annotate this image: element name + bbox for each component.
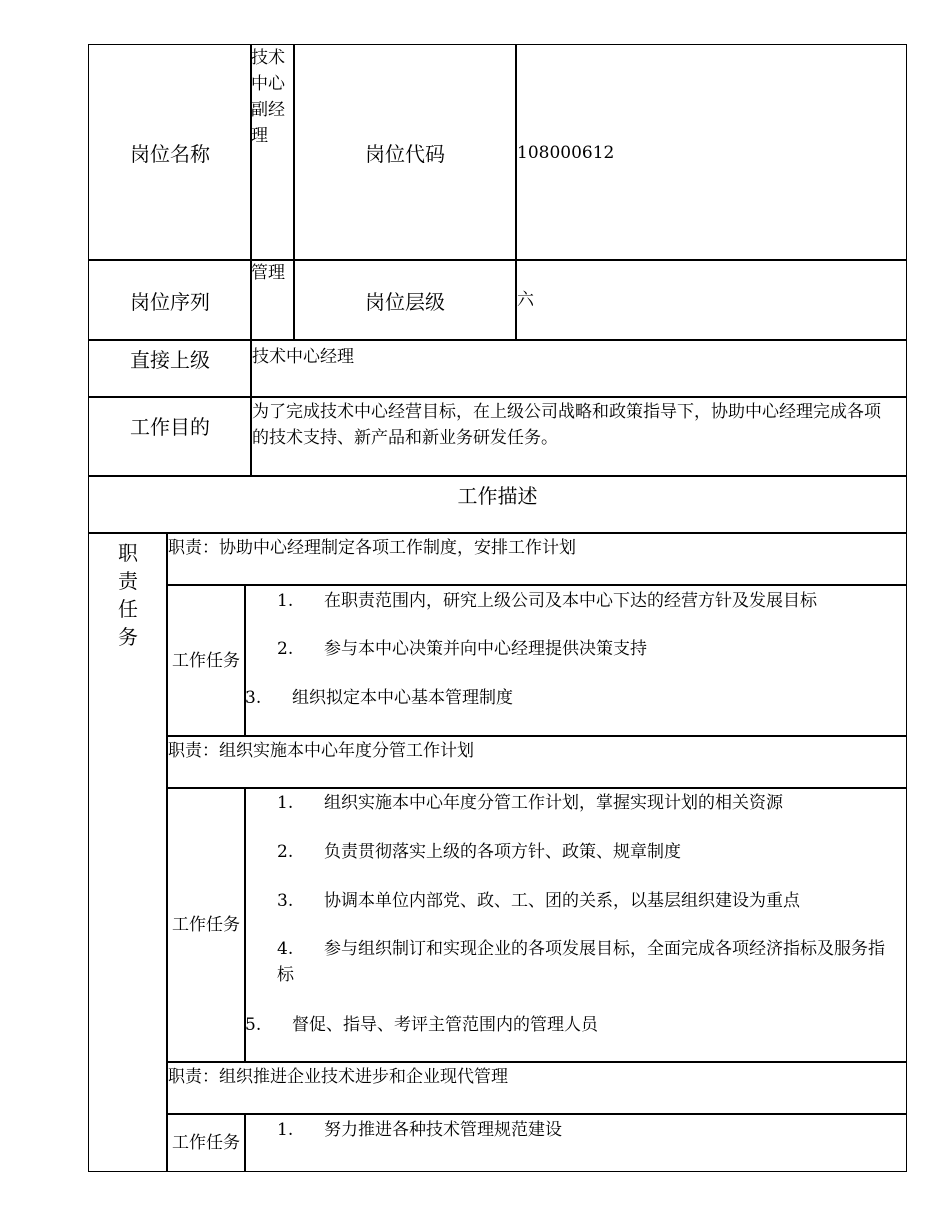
duty-title-2: 职责：组织实施本中心年度分管工作计划 (166, 735, 907, 789)
duty-label: 职责任务 (88, 532, 168, 1172)
purpose-label: 工作目的 (88, 396, 252, 477)
task-item: 1. 努力推进各种技术管理规范建设 (277, 1120, 562, 1140)
post-name-label: 岗位名称 (88, 44, 252, 261)
task-item: 4. 参与组织制订和实现企业的各项发展目标，全面完成各项经济指标及服务指标 (277, 939, 885, 985)
post-level-value: 六 (515, 259, 907, 341)
duty-title-3: 职责：组织推进企业技术进步和企业现代管理 (166, 1061, 907, 1115)
post-level-label: 岗位层级 (293, 259, 517, 341)
task-item: 5. 督促、指导、考评主管范围内的管理人员 (245, 1015, 598, 1035)
task-label-2: 工作任务 (166, 787, 246, 1063)
task-item: 2. 参与本中心决策并向中心经理提供决策支持 (277, 639, 647, 659)
task-item: 1. 在职责范围内，研究上级公司及本中心下达的经营方针及发展目标 (277, 591, 817, 611)
post-series-value: 管理 (250, 259, 295, 341)
task-label-1: 工作任务 (166, 584, 246, 737)
description-title: 工作描述 (88, 475, 907, 534)
task-item: 3. 协调本单位内部党、政、工、团的关系，以基层组织建设为重点 (277, 891, 800, 911)
task-item: 2. 负责贯彻落实上级的各项方针、政策、规章制度 (277, 842, 681, 862)
post-name-value: 技术中心副经理 (250, 44, 295, 261)
task-label-3: 工作任务 (166, 1113, 246, 1172)
post-series-label: 岗位序列 (88, 259, 252, 341)
post-code-label: 岗位代码 (293, 44, 517, 261)
duty-title-1: 职责：协助中心经理制定各项工作制度，安排工作计划 (166, 532, 907, 586)
task-item: 1. 组织实施本中心年度分管工作计划，掌握实现计划的相关资源 (277, 793, 783, 813)
task-item: 3. 组织拟定本中心基本管理制度 (245, 688, 513, 708)
post-code-value: 108000612 (515, 44, 907, 261)
purpose-value: 为了完成技术中心经营目标，在上级公司战略和政策指导下，协助中心经理完成各项的技术支持、新产品和新业务研发任务。 (250, 396, 907, 477)
superior-value: 技术中心经理 (250, 339, 907, 398)
superior-label: 直接上级 (88, 339, 252, 398)
